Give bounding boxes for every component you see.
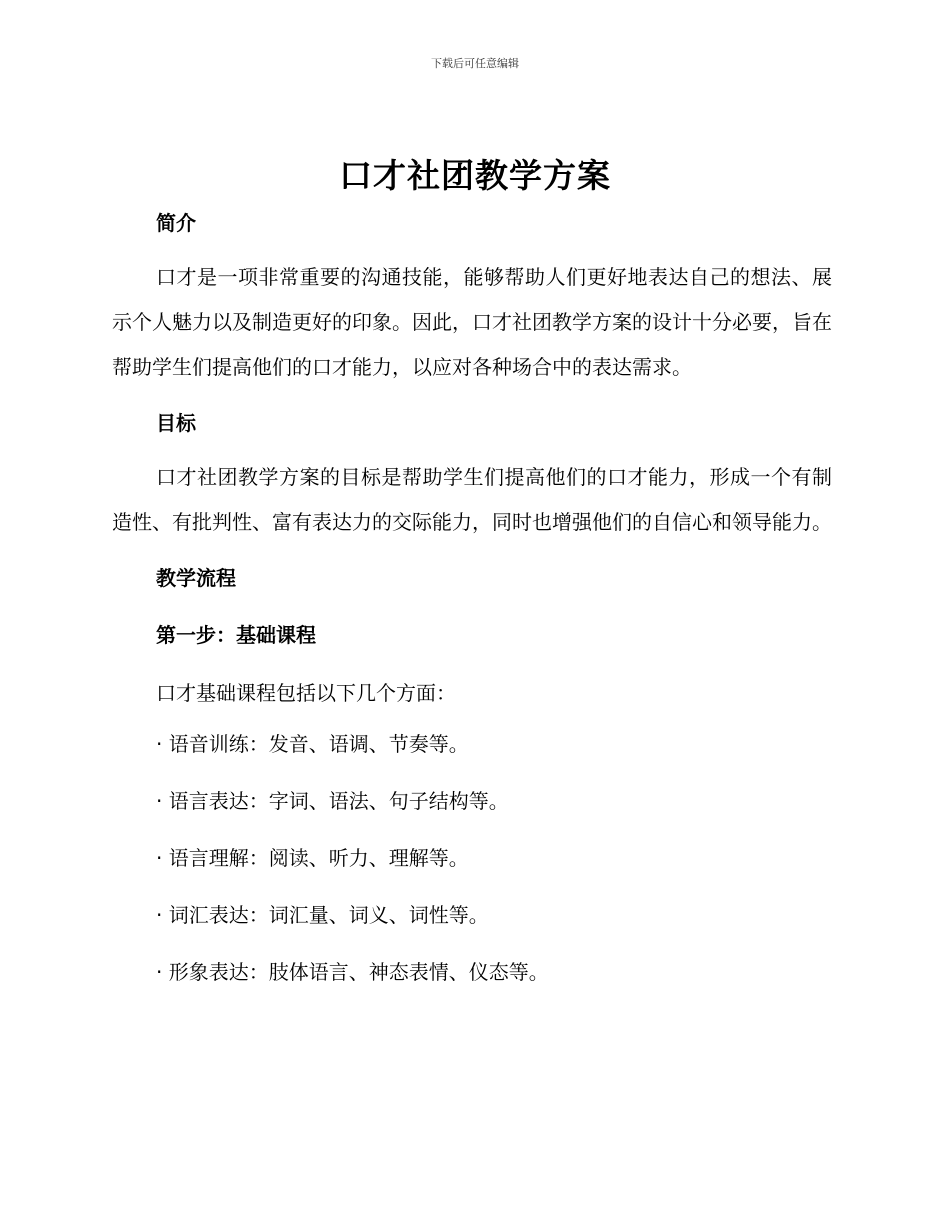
list-item: · 语言理解：阅读、听力、理解等。 <box>156 846 469 870</box>
step1-lead: 口才基础课程包括以下几个方面： <box>156 681 456 705</box>
intro-heading: 简介 <box>156 211 196 235</box>
step1-heading: 第一步：基础课程 <box>156 623 316 647</box>
list-item: · 词汇表达：词汇量、词义、词性等。 <box>156 903 489 927</box>
page-title: 口才社团教学方案 <box>339 156 611 195</box>
list-item: · 形象表达：肢体语言、神态表情、仪态等。 <box>156 960 549 984</box>
intro-paragraph: 口才是一项非常重要的沟通技能，能够帮助人们更好地表达自己的想法、展示个人魅力以及制造更好的印象。因此，口才社团教学方案的设计十分必要，旨在帮助学生们提高他们的口才能力，以应对各种场合中的表达需求。 <box>112 265 832 379</box>
list-item: · 语言表达：字词、语法、句子结构等。 <box>156 789 509 813</box>
goal-heading: 目标 <box>156 411 196 435</box>
document-body <box>112 203 832 1001</box>
flow-heading: 教学流程 <box>156 566 236 590</box>
goal-paragraph: 口才社团教学方案的目标是帮助学生们提高他们的口才能力，形成一个有制造性、有批判性、富有表达力的交际能力，同时也增强他们的自信心和领导能力。 <box>112 465 832 534</box>
header-note: 下载后可任意编辑 <box>431 57 519 70</box>
list-item: · 语音训练：发音、语调、节奏等。 <box>156 732 469 756</box>
step1-list <box>112 716 832 1001</box>
